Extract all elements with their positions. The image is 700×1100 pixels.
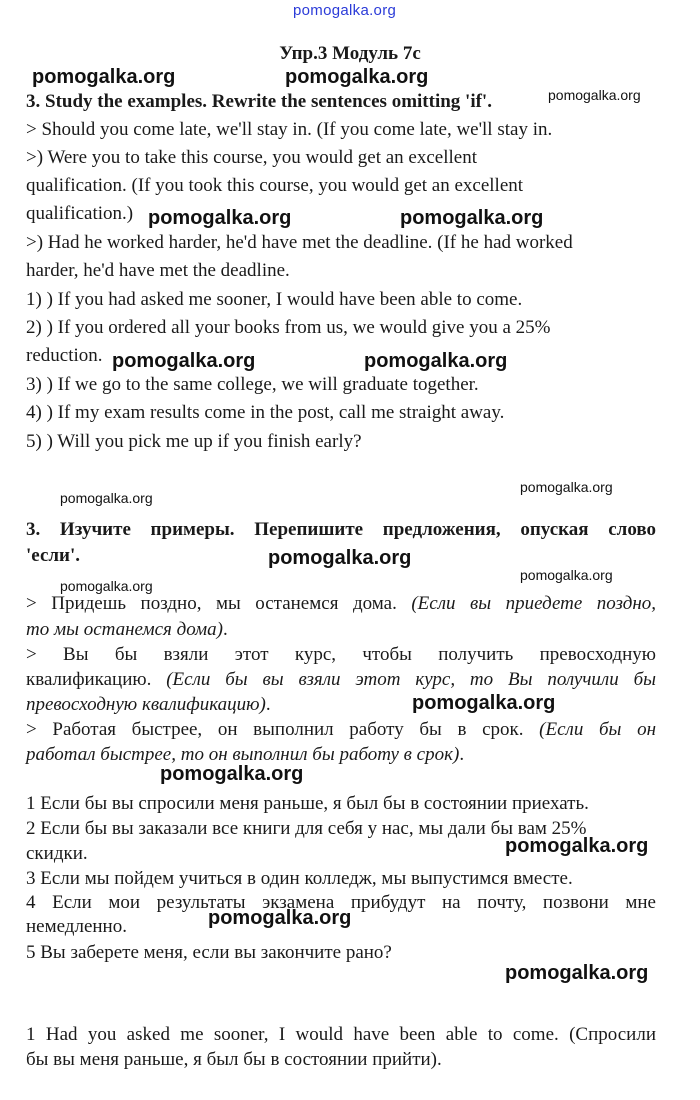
watermark: pomogalka.org <box>32 66 176 88</box>
russian-example-3-translation-cont: работал быстрее, то он выполнил бы работу в срок) <box>26 744 460 765</box>
russian-example-2-line-2 <box>26 666 656 694</box>
watermark: pomogalka.org <box>505 962 649 984</box>
russian-task-heading-line-1: 3. Изучите примеры. Перепишите предложения, опуская слово <box>26 519 656 540</box>
english-item-5: 5) ) Will you pick me up if you finish early? <box>26 431 362 452</box>
russian-example-3-translation: (Если бы он <box>539 719 656 740</box>
russian-example-3-text: > Работая быстрее, он выполнил работу бы в срок. <box>26 719 540 740</box>
russian-item-4-line-1: 4 Если мои результаты экзамена прибудут на почту, позвони мне <box>26 892 656 913</box>
watermark: pomogalka.org <box>364 350 508 372</box>
watermark: pomogalka.org <box>208 907 352 929</box>
watermark-top: pomogalka.org <box>293 2 397 19</box>
watermark: pomogalka.org <box>60 578 153 594</box>
russian-example-2-line-1: > Вы бы взяли этот курс, чтобы получить превосходную <box>26 644 656 665</box>
russian-example-2-line-3: превосходную квалификацию). <box>26 694 271 715</box>
english-item-1: 1) ) If you had asked me sooner, I would have been able to come. <box>26 289 523 310</box>
watermark: pomogalka.org <box>160 763 304 785</box>
english-example-2-line-3: qualification.) <box>26 203 134 224</box>
watermark: pomogalka.org <box>268 547 412 569</box>
english-example-1: > Should you come late, we'll stay in. (If you come late, we'll stay in. <box>26 119 553 140</box>
english-item-3: 3) ) If we go to the same college, we will graduate together. <box>26 374 479 395</box>
watermark: pomogalka.org <box>548 87 641 103</box>
russian-example-1-translation-cont: то мы останемся дома) <box>26 619 223 640</box>
watermark: pomogalka.org <box>148 207 292 229</box>
russian-example-2-text: квалификацию. <box>26 669 167 690</box>
russian-item-3: 3 Если мы пойдем учиться в один колледж, мы выпустимся вместе. <box>26 868 573 889</box>
watermark: pomogalka.org <box>112 350 256 372</box>
english-item-2-line-1: 2) ) If you ordered all your books from us, we would give you a 25% <box>26 317 551 338</box>
english-example-2-line-1: >) Were you to take this course, you would get an excellent <box>26 147 477 168</box>
russian-item-2-line-2: скидки. <box>26 843 88 864</box>
watermark: pomogalka.org <box>520 567 613 583</box>
english-example-3-line-2: harder, he'd have met the deadline. <box>26 260 290 281</box>
russian-task-heading-line-2: 'если'. <box>26 545 81 566</box>
russian-example-1-line-2: то мы останемся дома). <box>26 619 228 640</box>
page-title: Упр.3 Модуль 7с <box>279 43 421 64</box>
answer-line-2: бы вы меня раньше, я был бы в состоянии прийти). <box>26 1049 442 1070</box>
russian-item-4-line-2: немедленно. <box>26 916 127 937</box>
russian-example-1-translation: (Если вы приедете поздно, <box>411 593 656 614</box>
watermark: pomogalka.org <box>505 835 649 857</box>
english-task-heading: 3. Study the examples. Rewrite the sentences omitting 'if'. <box>26 91 492 112</box>
watermark: pomogalka.org <box>412 692 556 714</box>
watermark: pomogalka.org <box>520 479 613 495</box>
russian-example-3-line-1 <box>26 716 656 744</box>
watermark: pomogalka.org <box>60 490 153 506</box>
english-item-4: 4) ) If my exam results come in the post, call me straight away. <box>26 402 505 423</box>
english-example-3-line-1: >) Had he worked harder, he'd have met the deadline. (If he had worked <box>26 232 573 253</box>
english-example-2-line-2: qualification. (If you took this course, you would get an excellent <box>26 175 524 196</box>
russian-example-2-translation: (Если бы вы взяли этот курс, то Вы получили бы <box>166 669 656 690</box>
russian-item-2-line-1: 2 Если бы вы заказали все книги для себя у нас, мы дали бы вам 25% <box>26 818 587 839</box>
russian-example-1-line-1 <box>26 590 656 618</box>
watermark: pomogalka.org <box>400 207 544 229</box>
watermark: pomogalka.org <box>285 66 429 88</box>
answer-line-1: 1 Had you asked me sooner, I would have been able to come. (Спросили <box>26 1024 656 1045</box>
russian-example-3-line-2: работал быстрее, то он выполнил бы работу в срок). <box>26 744 465 765</box>
english-item-2-line-2: reduction. <box>26 345 103 366</box>
russian-item-5: 5 Вы заберете меня, если вы закончите рано? <box>26 942 392 963</box>
russian-example-1-text: > Придешь поздно, мы останемся дома. <box>26 593 412 614</box>
russian-item-1: 1 Если бы вы спросили меня раньше, я был бы в состоянии приехать. <box>26 793 589 814</box>
russian-example-2-translation-cont: превосходную квалификацию) <box>26 694 266 715</box>
